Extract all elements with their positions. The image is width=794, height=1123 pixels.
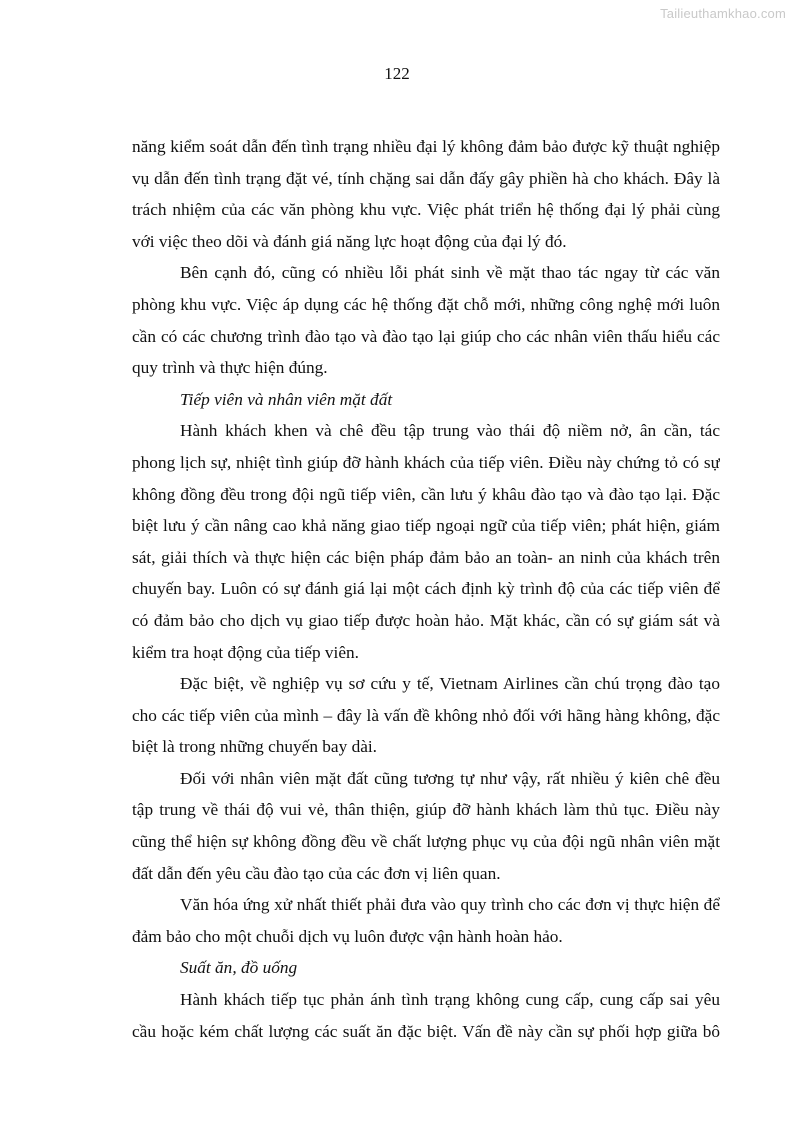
body-text-line: Hành khách tiếp tục phản ánh tình trạng không cung cấp, cung cấp sai yêu [180,990,720,1010]
body-text-line: phong lịch sự, nhiệt tình giúp đỡ hành khách của tiếp viên. Điều này chứng tỏ có sự [132,452,720,472]
body-text-line: biệt lưu ý cần nâng cao khả năng giao tiếp ngoại ngữ của tiếp viên; phát hiện, giám [132,516,720,536]
body-text-line: biệt là trong những chuyến bay dài. [132,737,378,757]
page-number: 122 [384,64,410,83]
body-text-line: phòng khu vực. Việc áp dụng các hệ thống đặt chỗ mới, những công nghệ mới luôn [132,294,720,314]
document-body [132,131,720,1047]
section-heading: Tiếp viên và nhân viên mặt đất [180,389,393,409]
body-text-line: Đặc biệt, về nghiệp vụ sơ cứu y tế, Vietnam Airlines cần chú trọng đào tạo [180,674,720,694]
body-text-line: Bên cạnh đó, cũng có nhiều lỗi phát sinh về mặt thao tác ngay từ các văn [180,263,720,283]
body-text-line: chuyến bay. Luôn có sự đánh giá lại một cách định kỳ trình độ của các tiếp viên để [132,579,720,599]
body-text-line: với việc theo dõi và đánh giá năng lực hoạt động của đại lý đó. [132,231,567,251]
body-text-line: có đảm bảo cho dịch vụ giao tiếp được hoàn hảo. Mặt khác, cần có sự giám sát và [132,610,720,630]
body-text-line: cần có các chương trình đào tạo và đào tạo lại giúp cho các nhân viên thấu hiểu các [132,326,720,346]
body-text-line: Đối với nhân viên mặt đất cũng tương tự như vậy, rất nhiều ý kiên chê đều [180,768,720,788]
body-text-line: trách nhiệm của các văn phòng khu vực. Việc phát triển hệ thống đại lý phải cùng [132,200,720,220]
body-text-line: sát, giải thích và thực hiện các biện pháp đảm bảo an toàn- an ninh của khách trên [132,547,720,567]
body-text-line: Hành khách khen và chê đều tập trung vào thái độ niềm nở, ân cần, tác [180,421,720,441]
body-text-line: kiểm tra hoạt động của tiếp viên. [132,642,359,662]
body-text-line: năng kiểm soát dẫn đến tình trạng nhiều đại lý không đảm bảo được kỹ thuật nghiệp [132,137,720,156]
body-text-line: cầu hoặc kém chất lượng các suất ăn đặc biệt. Vấn đề này cần sự phối hợp giữa bô [132,1021,720,1041]
section-heading: Suất ăn, đồ uống [180,958,298,978]
body-text-line: đất dẫn đến yêu cầu đào tạo của các đơn vị liên quan. [132,863,501,883]
body-text-line: không đồng đều trong đội ngũ tiếp viên, cần lưu ý khâu đào tạo và đào tạo lại. Đặc [132,484,720,504]
body-text-line: đảm bảo cho một chuỗi dịch vụ luôn được vận hành hoàn hảo. [132,926,563,946]
body-text-line: cho các tiếp viên của mình – đây là vấn đề không nhỏ đối với hãng hàng không, đặc [132,705,720,725]
watermark: Tailieuthamkhao.com [660,6,786,21]
body-text-line: Văn hóa ứng xử nhất thiết phải đưa vào quy trình cho các đơn vị thực hiện để [180,895,720,915]
body-text-line: tập trung về thái độ vui vẻ, thân thiện, giúp đỡ hành khách làm thủ tục. Điều này [132,800,720,820]
body-text-line: vụ dẫn đến tình trạng đặt vé, tính chặng sai dẫn đấy gây phiền hà cho khách. Đây là [132,168,720,188]
body-text-line: quy trình và thực hiện đúng. [132,358,328,378]
body-text-line: cũng thể hiện sự không đồng đều về chất lượng phục vụ của đội ngũ nhân viên mặt [132,832,720,852]
